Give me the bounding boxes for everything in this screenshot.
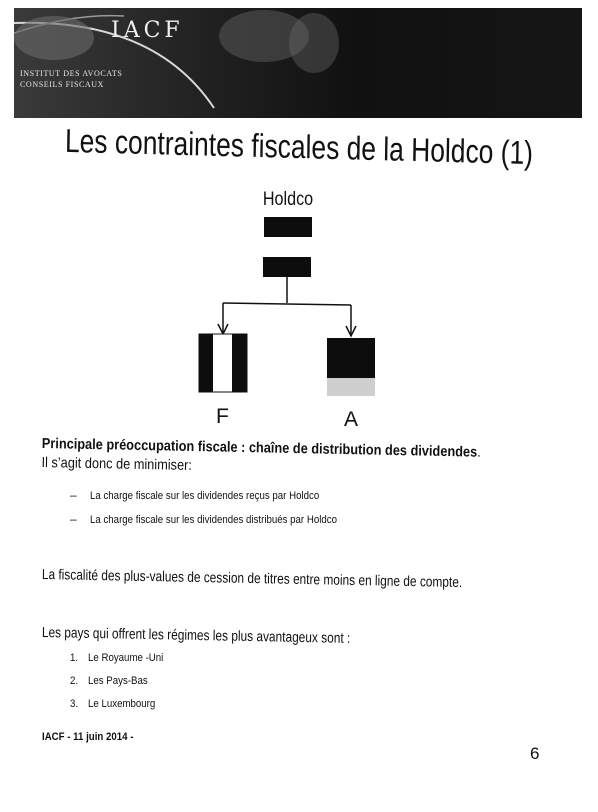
capital-gains-paragraph: La fiscalité des plus-values de cession de titres entre moins en ligne de compte. (41, 566, 463, 592)
country-number-1: 1. (70, 652, 79, 664)
country-number-2: 2. (70, 675, 79, 687)
footer-text: IACF - 11 juin 2014 - (42, 731, 134, 743)
flag-a-icon (327, 338, 375, 396)
country-item-3: Le Luxembourg (88, 698, 156, 710)
main-concern-bold: Principale préoccupation fiscale : chaîne de distribution des dividendes (41, 435, 478, 461)
page-number: 6 (530, 744, 540, 763)
country-number-3: 3. (70, 698, 79, 710)
institute-line-1: INSTITUT DES AVOCATS (20, 69, 123, 78)
main-concern-paragraph (41, 435, 482, 482)
bullet-dash-1: – (70, 488, 77, 502)
holdco-box-top (264, 217, 312, 237)
flag-f-icon (199, 334, 247, 392)
bullet-item-1: La charge fiscale sur les dividendes reçus par Holdco (90, 490, 320, 502)
institute-line-2: CONSEILS FISCAUX (20, 80, 105, 89)
holdco-label: Holdco (262, 189, 314, 210)
connector-horizontal (223, 303, 351, 305)
entity-a-label: A (344, 408, 359, 431)
bullet-dash-2: – (70, 512, 77, 526)
bullet-item-2: La charge fiscale sur les dividendes distribués par Holdco (90, 514, 337, 526)
holdco-box-bottom (263, 257, 311, 277)
country-item-1: Le Royaume -Uni (88, 652, 164, 664)
country-item-2: Les Pays-Bas (88, 675, 148, 687)
countries-intro: Les pays qui offrent les régimes les plus avantageux sont : (41, 624, 351, 647)
logo-text: IACF (111, 18, 184, 43)
main-concern-rest: . Il s’agit donc de minimiser: (41, 444, 481, 474)
slide-title: Les contraintes fiscales de la Holdco (1) (64, 121, 534, 172)
entity-f-label: F (216, 405, 229, 428)
